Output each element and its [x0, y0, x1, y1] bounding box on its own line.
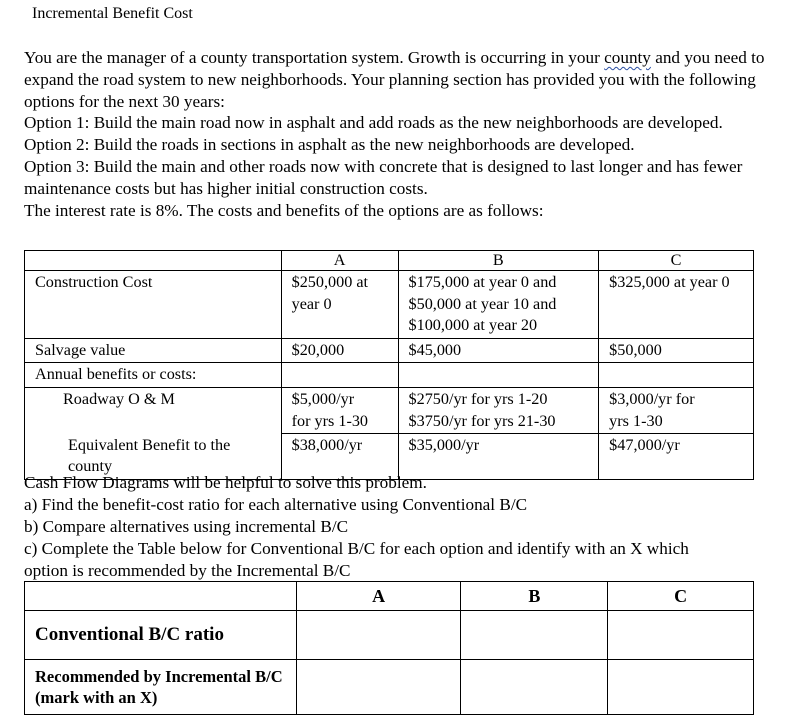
option-2-text: Option 2: Build the roads in sections in asphalt as the new neighborhoods are developed. [24, 135, 635, 155]
options-header-b: B [398, 251, 599, 271]
answer-header-c: C [608, 582, 754, 611]
annual-label: Annual benefits or costs: [25, 363, 282, 388]
construction-row [25, 271, 754, 339]
om-label: Roadway O & M [25, 387, 282, 433]
hint-text: Cash Flow Diagrams will be helpful to solve this problem. [24, 473, 427, 492]
construction-label: Construction Cost [25, 271, 282, 339]
conventional-bc-b-cell[interactable] [461, 611, 608, 660]
answer-header-b: B [461, 582, 608, 611]
construction-b: $175,000 at year 0 and $50,000 at year 10 and $100,000 at year 20 [398, 271, 599, 339]
om-c: $3,000/yr for yrs 1-30 [599, 387, 754, 433]
problem-statement [24, 47, 774, 221]
benefit-a: $38,000/yr [281, 434, 398, 480]
om-row [25, 387, 754, 433]
construction-a: $250,000 at year 0 [281, 271, 398, 339]
conventional-bc-label: Conventional B/C ratio [25, 611, 297, 660]
recommended-b-cell[interactable] [461, 660, 608, 715]
answer-table [24, 581, 754, 715]
recommended-a-cell[interactable] [296, 660, 461, 715]
county-word: county [604, 48, 651, 67]
questions [24, 472, 784, 582]
salvage-label: Salvage value [25, 338, 282, 363]
om-a: $5,000/yr for yrs 1-30 [281, 387, 398, 433]
question-a: a) Find the benefit-cost ratio for each alternative using Conventional B/C [24, 495, 528, 514]
benefit-b: $35,000/yr [398, 434, 599, 480]
conventional-bc-row [25, 611, 754, 660]
salvage-c: $50,000 [599, 338, 754, 363]
options-header-a: A [281, 251, 398, 271]
question-c-line2: option is recommended by the Incremental B/C [24, 561, 351, 580]
option-3-text: Option 3: Build the main and other roads now with concrete that is designed to last longer and has fewer maintenance costs but has higher initial construction costs. [24, 156, 743, 198]
option-1-text: Option 1: Build the main road now in asphalt and add roads as the new neighborhoods are developed. [24, 113, 723, 133]
options-header-c: C [599, 251, 754, 271]
salvage-row [25, 338, 754, 363]
intro-paragraph: You are the manager of a county transportation system. Growth is occurring in your county and you need to expand the road system to new neighborhoods. Your planning section has provided you with the following options for the next 30 years: [24, 48, 765, 111]
annual-label-row [25, 363, 754, 388]
benefit-c: $47,000/yr [599, 434, 754, 480]
conventional-bc-c-cell[interactable] [608, 611, 754, 660]
recommended-row [25, 660, 754, 715]
answer-header-a: A [296, 582, 461, 611]
benefit-label: Equivalent Benefit to the county [25, 434, 282, 480]
question-c-line1: c) Complete the Table below for Conventional B/C for each option and identify with an X which [24, 539, 689, 558]
construction-c: $325,000 at year 0 [599, 271, 754, 339]
interest-rate-text: The interest rate is 8%. The costs and benefits of the options are as follows: [24, 200, 544, 220]
question-b: b) Compare alternatives using incremental B/C [24, 517, 349, 536]
answer-header-empty [25, 582, 297, 611]
salvage-a: $20,000 [281, 338, 398, 363]
options-table [24, 250, 754, 480]
options-header-row [25, 251, 754, 271]
recommended-c-cell[interactable] [608, 660, 754, 715]
om-b: $2750/yr for yrs 1-20 $3750/yr for yrs 21-30 [398, 387, 599, 433]
conventional-bc-a-cell[interactable] [296, 611, 461, 660]
recommended-label: Recommended by Incremental B/C (mark with an X) [25, 660, 297, 715]
page-title: Incremental Benefit Cost [32, 5, 193, 22]
answer-header-row [25, 582, 754, 611]
options-header-empty [25, 251, 282, 271]
salvage-b: $45,000 [398, 338, 599, 363]
